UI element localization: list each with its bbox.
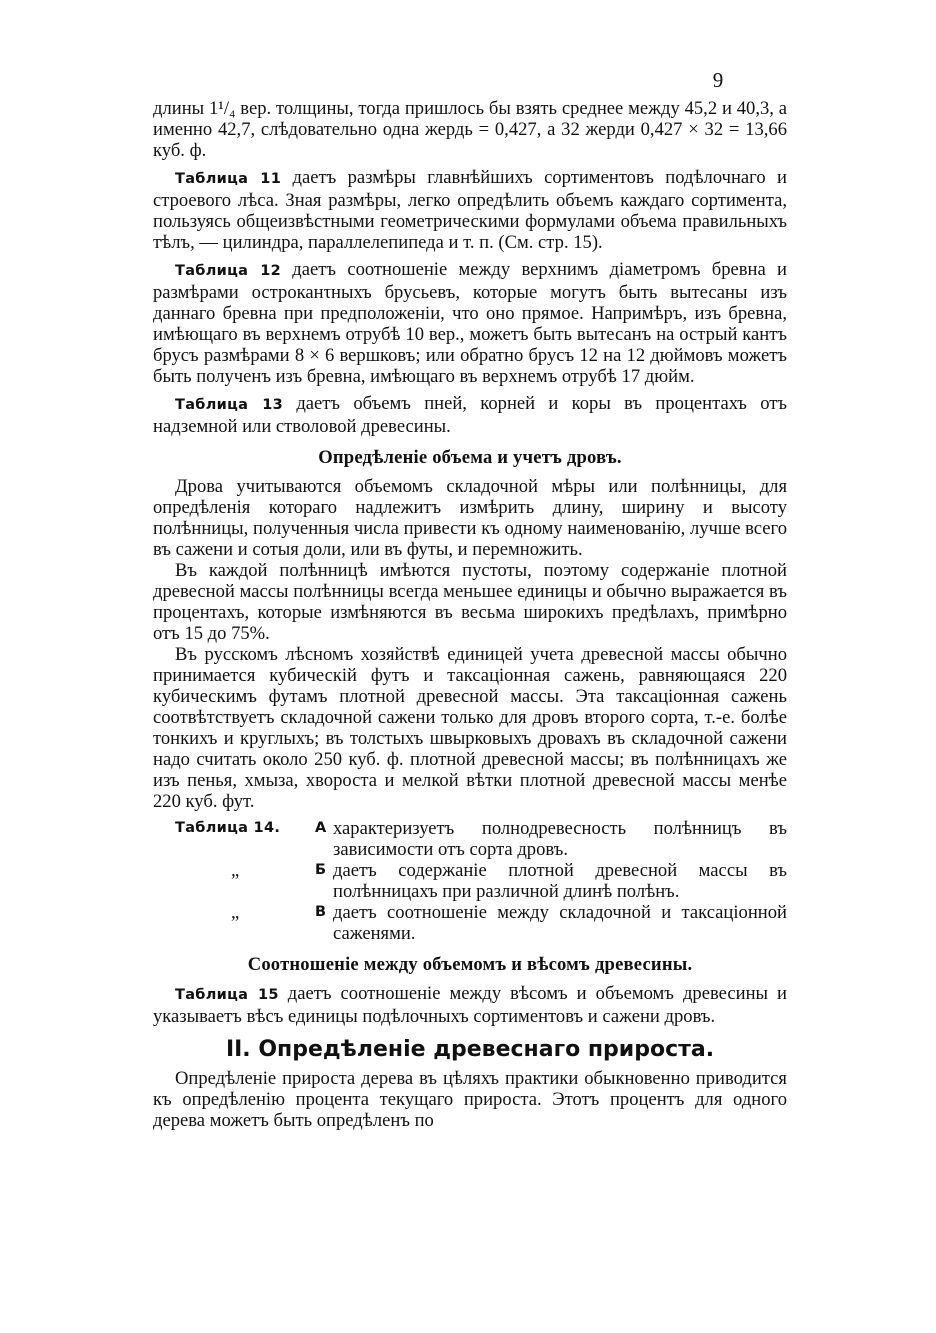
table-12-description xyxy=(153,259,787,387)
table-14-text-b: даетъ содержаніе плотной древесной массы въ полѣнницахъ при различной длинѣ полѣнъ. xyxy=(333,860,787,902)
chapter-title: II. Опредѣленіе древеснаго прироста. xyxy=(225,1037,715,1062)
table-14-text-a: характеризуетъ полнодревесность полѣнницъ въ зависимости отъ сорта дровъ. xyxy=(333,818,787,860)
table-14-list xyxy=(175,818,787,944)
table-11-label: Таблица 11 xyxy=(175,171,282,187)
table-11-description xyxy=(153,167,787,253)
paragraph-growth: Опредѣленіе прироста дерева въ цѣляхъ практики обыкновенно приводится къ опредѣленію процента текущаго прироста. Этотъ процентъ для одного дерева можетъ быть опредѣленъ по xyxy=(153,1068,787,1131)
table-14-text-c: даетъ соотношеніе между складочной и таксаціонной саженями. xyxy=(333,902,787,944)
table-12-text: даетъ соотношеніе между верхнимъ діаметромъ бревна и размѣрами остроканτныхъ брусьевъ, которые могутъ быть вытесаны изъ даннаго бревна при предположеніи, что оно прямое. Напримѣръ, изъ бревна, имѣющаго въ верхнемъ отрубѣ 10 вер., можетъ быть вытесанъ на острый кантъ брусъ размѣрами 8 × 6 вершковъ; или обратно брусъ 12 на 12 дюймовъ можетъ быть полученъ изъ бревна, имѣющаго въ верхнемъ отрубѣ 17 дюйм. xyxy=(153,259,787,387)
table-11-text: даетъ размѣры главнѣйшихъ сортиментовъ подѣлочнаго и строевого лѣса. Зная размѣры, легко опредѣлить объемъ каждаго сортимента, пользуясь общеизвѣстными геометрическими формулами объема правильныхъ тѣлъ, — цилиндра, параллелепипеда и т. п. (См. стр. 15). xyxy=(153,167,787,253)
table-14-ditto-c: „ xyxy=(231,902,240,923)
table-14-letter-c: В xyxy=(315,904,327,920)
table-14-ditto-b: „ xyxy=(231,860,240,881)
table-13-description xyxy=(153,393,787,437)
page-number: 9 xyxy=(712,68,724,92)
paragraph-firewood-measure: Дрова учитываются объемомъ складочной мѣры или полѣнницы, для опредѣленія котораго надлежитъ измѣрить длину, ширину и высоту полѣнницы, полученныя числа привести къ одному наименованію, лучше всего въ сажени и сотыя доли, или въ футы, и перемножить. xyxy=(153,476,787,560)
paragraph-intro: длины 1¹/₄ вер. толщины, тогда пришлось бы взять среднее между 45,2 и 40,3, а именно 42,7, слѣдовательно одна жердь = 0,427, а 32 жерди 0,427 × 32 = 13,66 куб. ф. xyxy=(153,98,787,161)
table-15-label: Таблица 15 xyxy=(175,987,279,1003)
table-13-label: Таблица 13 xyxy=(175,397,284,413)
table-14-label: Таблица 14. xyxy=(175,820,281,836)
table-15-text: даетъ соотношеніе между вѣсомъ и объемомъ древесины и указываетъ вѣсъ единицы подѣлочныхъ сортиментовъ и сажени дровъ. xyxy=(153,983,788,1027)
page-body xyxy=(153,98,787,1131)
table-13-text: даетъ объемъ пней, корней и коры въ процентахъ отъ надземной или стволовой древесины. xyxy=(153,393,788,437)
section-title-firewood: Опредѣленіе объема и учетъ дровъ. xyxy=(318,447,622,468)
paragraph-units: Въ русскомъ лѣсномъ хозяйствѣ единицей учета древесной массы обычно принимается кубическій футъ и таксаціонная сажень, равняющаяся 220 кубическимъ футамъ плотной древесной массы. Эта таксаціонная сажень соотвѣтствуетъ складочной сажени только для дровъ второго сорта, т.-е. болѣе тонкихъ и круглыхъ; въ толстыхъ швырковыхъ дровахъ въ складочной сажени надо считать около 250 куб. ф. плотной древесной массы; въ полѣнницахъ же изъ пенья, хмыза, хвороста и мелкой вѣтки плотной древесной массы менѣе 220 куб. фут. xyxy=(153,644,787,812)
table-14-letter-a: А xyxy=(315,820,327,836)
paragraph-voids: Въ каждой полѣнницѣ имѣются пустоты, поэтому содержаніе плотной древесной массы полѣнницы всегда меньшее единицы и обычно выражается въ процентахъ, которые измѣняются въ весьма широкихъ предѣлахъ, примѣрно отъ 15 до 75%. xyxy=(153,560,787,644)
table-14-letter-b: Б xyxy=(315,862,327,878)
section-title-weight: Соотношеніе между объемомъ и вѣсомъ древесины. xyxy=(247,954,693,975)
table-15-description xyxy=(153,983,787,1027)
table-12-label: Таблица 12 xyxy=(175,263,281,279)
